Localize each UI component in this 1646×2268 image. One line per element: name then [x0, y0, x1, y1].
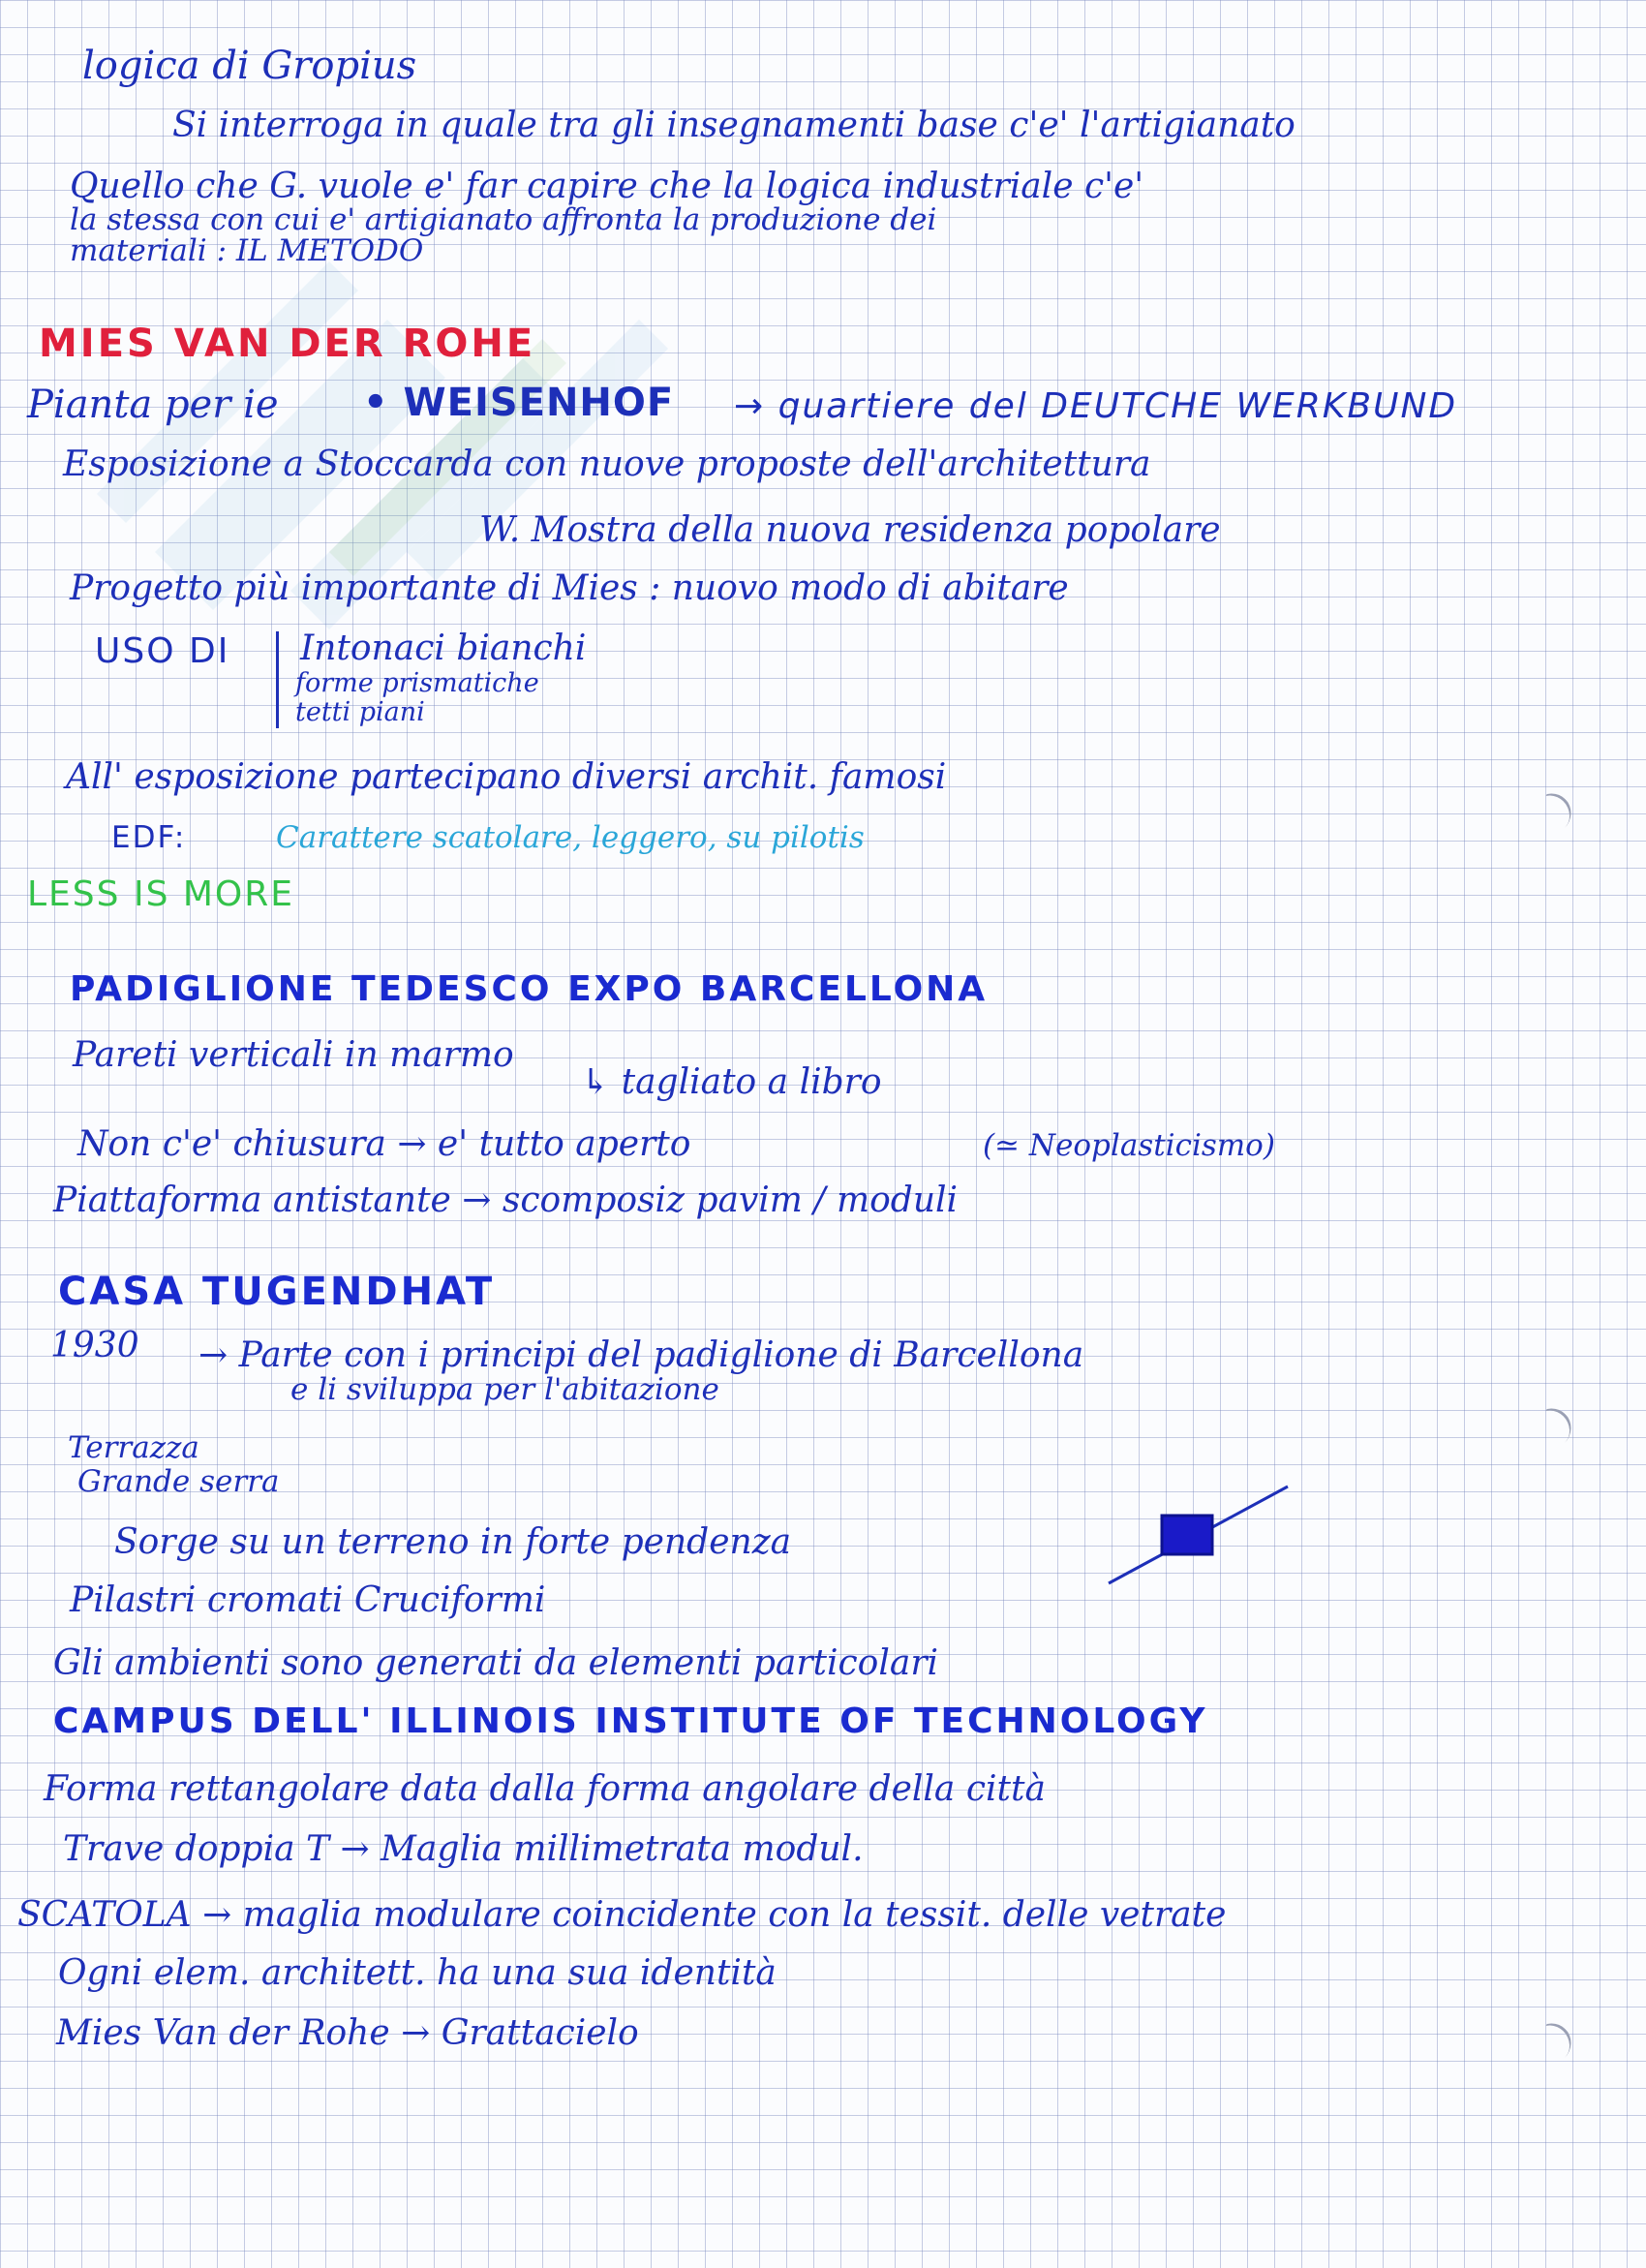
binder-hole	[1522, 785, 1579, 843]
text-line: Pianta per ie	[27, 383, 279, 427]
text-line: ↳ tagliato a libro	[581, 1062, 882, 1102]
text-line: Gli ambienti sono generati da elementi particolari	[53, 1643, 939, 1683]
slope-sketch-icon	[1099, 1477, 1293, 1593]
binder-hole	[1522, 1400, 1579, 1457]
section-heading: MIES VAN DER ROHE	[39, 322, 536, 366]
section-heading: CASA TUGENDHAT	[58, 1270, 496, 1314]
bracket-line	[276, 631, 279, 728]
text-line: Carattere scatolare, leggero, su pilotis	[276, 820, 865, 855]
text-line: → quartiere del DEUTCHE WERKBUND	[734, 386, 1458, 426]
text-line: Forma rettangolare data dalla forma angolare della città	[44, 1769, 1046, 1809]
text-line: la stessa con cui e' artigianato affronta la produzione dei	[70, 202, 937, 237]
text-line: • WEISENHOF	[363, 381, 675, 425]
text-line: Pilastri cromati Cruciformi	[70, 1580, 546, 1620]
text-line: Intonaci bianchi	[300, 628, 587, 668]
section-heading: CAMPUS DELL' ILLINOIS INSTITUTE OF TECHNOLOGY	[53, 1701, 1208, 1741]
text-line: Ogni elem. architett. ha una sua identità	[58, 1953, 777, 1993]
text-line: USO DI	[95, 631, 230, 671]
text-line: tetti piani	[295, 697, 425, 727]
text-line: Grande serra	[77, 1464, 280, 1499]
text-line: 1930	[50, 1326, 139, 1365]
text-line: Progetto più importante di Mies : nuovo modo di abitare	[70, 568, 1069, 608]
text-line: Mies Van der Rohe → Grattacielo	[56, 2013, 639, 2053]
text-line: LESS IS MORE	[27, 874, 295, 914]
text-line: Trave doppia T → Maglia millimetrata modul.	[63, 1829, 864, 1869]
text-line: W. Mostra della nuova residenza popolare	[479, 510, 1221, 550]
text-line: All' esposizione partecipano diversi archit. famosi	[66, 757, 947, 797]
text-line: e li sviluppa per l'abitazione	[290, 1372, 719, 1407]
text-line: forme prismatiche	[295, 668, 539, 698]
text-line: (≃ Neoplasticismo)	[983, 1128, 1275, 1163]
section-heading: PADIGLIONE TEDESCO EXPO BARCELLONA	[70, 969, 989, 1009]
text-line: Pareti verticali in marmo	[73, 1035, 514, 1075]
text-line: SCATOLA → maglia modulare coincidente con la tessit. delle vetrate	[17, 1895, 1227, 1935]
text-line: Quello che G. vuole e' far capire che la logica industriale c'e'	[70, 167, 1144, 206]
text-line: materiali : IL METODO	[70, 233, 424, 268]
text-line: Piattaforma antistante → scomposiz pavim / moduli	[53, 1180, 959, 1220]
text-line: Non c'e' chiusura → e' tutto aperto	[77, 1124, 691, 1164]
binder-hole	[1522, 2015, 1579, 2072]
text-line: Terrazza	[68, 1430, 199, 1465]
text-line: Si interroga in quale tra gli insegnamenti base c'e' l'artigianato	[172, 106, 1295, 145]
text-line: Esposizione a Stoccarda con nuove proposte dell'architettura	[63, 444, 1151, 484]
text-line: EDF:	[111, 820, 187, 855]
text-line: Sorge su un terreno in forte pendenza	[114, 1522, 792, 1562]
text-line: logica di Gropius	[82, 44, 417, 88]
text-line: → Parte con i principi del padiglione di Barcellona	[198, 1335, 1084, 1375]
